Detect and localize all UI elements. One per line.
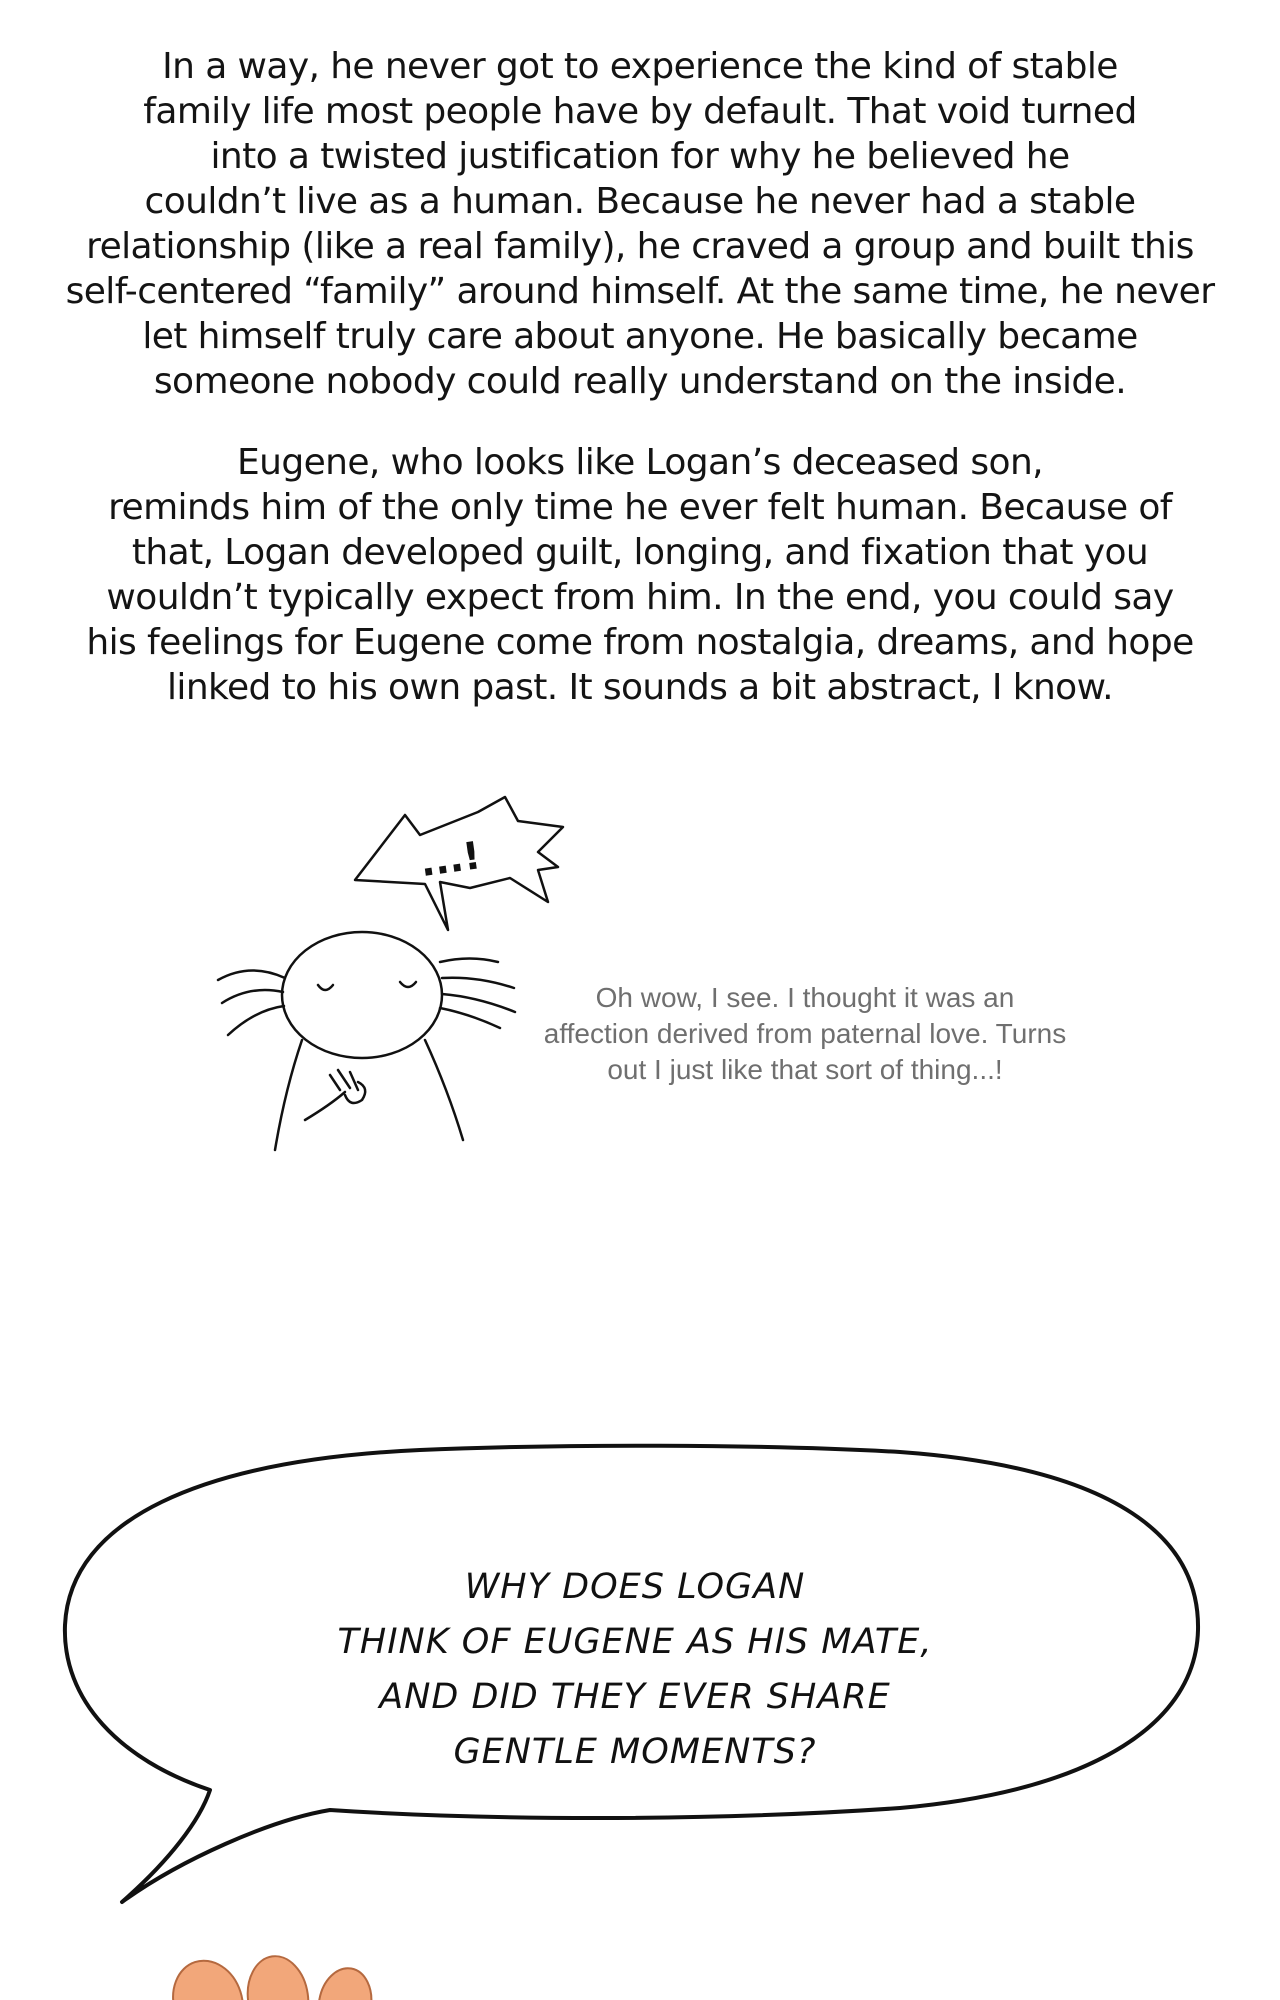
doodle-character-icon xyxy=(218,932,515,1150)
speech-bubble-question: WHY DOES LOGAN THINK OF EUGENE AS HIS MATE, AND DID THEY EVER SHARE GENTLE MOMENTS? xyxy=(337,1567,933,1772)
explanation-paragraph-2: Eugene, who looks like Logan’s deceased son, reminds him of the only time he ever felt human. Because of that, Logan developed guilt, longing, and fixation that you wouldn’t typically expect from him. In the end, you could say his feelings for Eugene come from nostalgia, dreams, and hope linked to his own past. It sounds a bit abstract, I know. xyxy=(86,442,1194,708)
explanation-paragraph-1: In a way, he never got to experience the kind of stable family life most people have by default. That void turned into a twisted justification for why he believed he couldn’t live as a human. Because he never had a stable relationship (like a real family), he craved a group and built this self-centered “family” around himself. At the same time, he never let himself truly care about anyone. He basically became someone nobody could really understand on the inside. xyxy=(65,46,1215,402)
raised-hand-icon xyxy=(163,1952,377,2000)
exclamation-text: ...! xyxy=(417,833,484,886)
character-aside-note: Oh wow, I see. I thought it was an affection derived from paternal love. Turns out I just like that sort of thing...! xyxy=(543,982,1067,1085)
